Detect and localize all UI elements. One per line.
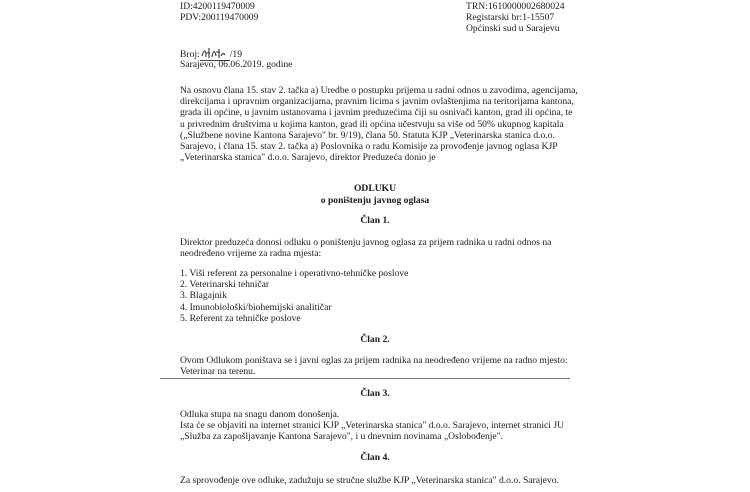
- intro-line: u privrednim društvima u kojima kanton, grad ili općina učestvuju sa više od 50% ukupnog kapitala: [180, 118, 564, 130]
- article-3-heading: Član 3.: [360, 388, 390, 399]
- article-line: neodređeno vrijeme za radna mjesta:: [180, 248, 322, 260]
- company-id: ID:4200119470009: [180, 1, 255, 12]
- company-vat: PDV:200119470009: [180, 12, 259, 23]
- document-title: ODLUKU: [353, 183, 397, 194]
- company-registry: Registarski br:1-15507: [466, 12, 555, 23]
- article-1-heading: Član 1.: [360, 215, 390, 226]
- intro-paragraph: [180, 85, 578, 163]
- list-item: 5. Referent za tehničke poslove: [180, 312, 301, 324]
- position-list: [180, 268, 408, 324]
- list-item: 3. Blagajnik: [180, 290, 227, 302]
- place-date: Sarajevo, 06.06.2019. godine: [180, 59, 293, 70]
- article-line: Ista će se objaviti na internet stranici KJP „Veterinarska stanica" d.o.o. Sarajevo, internet stranici JU: [180, 420, 564, 432]
- divider-line: [160, 378, 570, 379]
- article-line: „Služba za zapošljavanje Kantona Sarajevo", i u dnevnim novinama „Oslobođenje".: [180, 431, 503, 443]
- article-1-body: [180, 237, 551, 259]
- company-trn: TRN:1610000002680024: [466, 1, 565, 12]
- intro-line: direkcijama i upravnim organizacijama, pravnim licima s javnim ovlaštenjima na teritorijama kantona,: [180, 96, 574, 108]
- article-4-body: [180, 475, 559, 486]
- article-line: Veterinar na terenu.: [180, 366, 256, 378]
- list-item: 2. Veterinarski tehničar: [180, 279, 270, 291]
- company-court: Općinski sud u Sarajevu: [466, 23, 560, 34]
- article-line: Odluka stupa na snagu danom donošenja.: [180, 409, 340, 420]
- intro-line: „Veterinarska stanica" d.o.o. Sarajevo, direktor Preduzeća donio je: [180, 152, 436, 164]
- intro-line: („Službene novine Kantona Sarajevo" br. 9/19), člana 50. Statuta KJP „Veterinarska stanica d.o.o.: [180, 129, 555, 141]
- article-2-body: [180, 355, 568, 377]
- list-item: 1. Viši referent za personalne i operativno-tehničke poslove: [180, 268, 409, 279]
- article-3-body: [180, 409, 564, 443]
- article-2-heading: Član 2.: [360, 334, 390, 345]
- reference-label: Broj:: [180, 49, 200, 60]
- article-line: Direktor preduzeća donosi odluku o poništenju javnog oglasa za prijem radnika u radni odnos na: [180, 237, 552, 248]
- intro-line: grada ili općine, u javnim ustanovama i javnim preduzećima čiji su osnivači kanton, grad ili općina, te: [180, 107, 573, 119]
- list-item: 4. Imunobiološki/biohemijski analitičar: [180, 301, 332, 313]
- article-4-heading: Član 4.: [360, 452, 390, 463]
- article-line: Ovom Odlukom poništava se i javni oglas za prijem radnika na neodređeno vrijeme na radno mjesto:: [180, 355, 568, 366]
- intro-line: Sarajevo, i člana 15. stav 2. tačka a) Poslovnika o radu Komisije za provođenje javnog oglasa KJP: [180, 141, 558, 153]
- document-subtitle: o poništenju javnog oglasa: [320, 195, 430, 206]
- article-line: Za sprovođenje ove odluke, zadužuju se stručne službe KJP „Veterinarska stanica" d.o.o. Sarajevo.: [180, 475, 559, 486]
- handwritten-signature-icon: [200, 47, 226, 59]
- intro-line: Na osnovu člana 15. stav 2. tačka a) Uredbe o postupku prijema u radni odnos u zavodima, agencijama,: [180, 85, 578, 96]
- reference-suffix: /19: [229, 49, 242, 60]
